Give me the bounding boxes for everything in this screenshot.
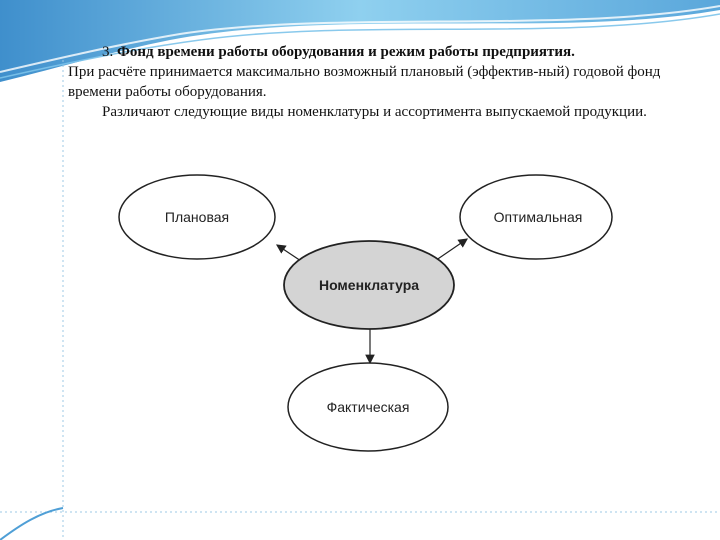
- paragraph-2: Различают следующие виды номенклатуры и ассортимента выпускаемой продукции.: [102, 104, 647, 120]
- node-optimal-label: Оптимальная: [493, 209, 583, 225]
- heading-line: [68, 42, 688, 62]
- heading-title: Фонд времени работы оборудования и режим работы предприятия.: [117, 44, 575, 60]
- body-text: [68, 42, 688, 122]
- heading-number: 3.: [102, 44, 114, 60]
- node-actual-label: Фактическая: [326, 399, 410, 415]
- paragraph-1: При расчёте принимается максимально возможный плановый (эффектив-ный) годовой фонд времени работы оборудования.: [68, 64, 661, 100]
- node-nomenclature-label: Номенклатура: [318, 277, 420, 293]
- nomenclature-diagram: [117, 173, 617, 455]
- node-planned-label: Плановая: [164, 209, 230, 225]
